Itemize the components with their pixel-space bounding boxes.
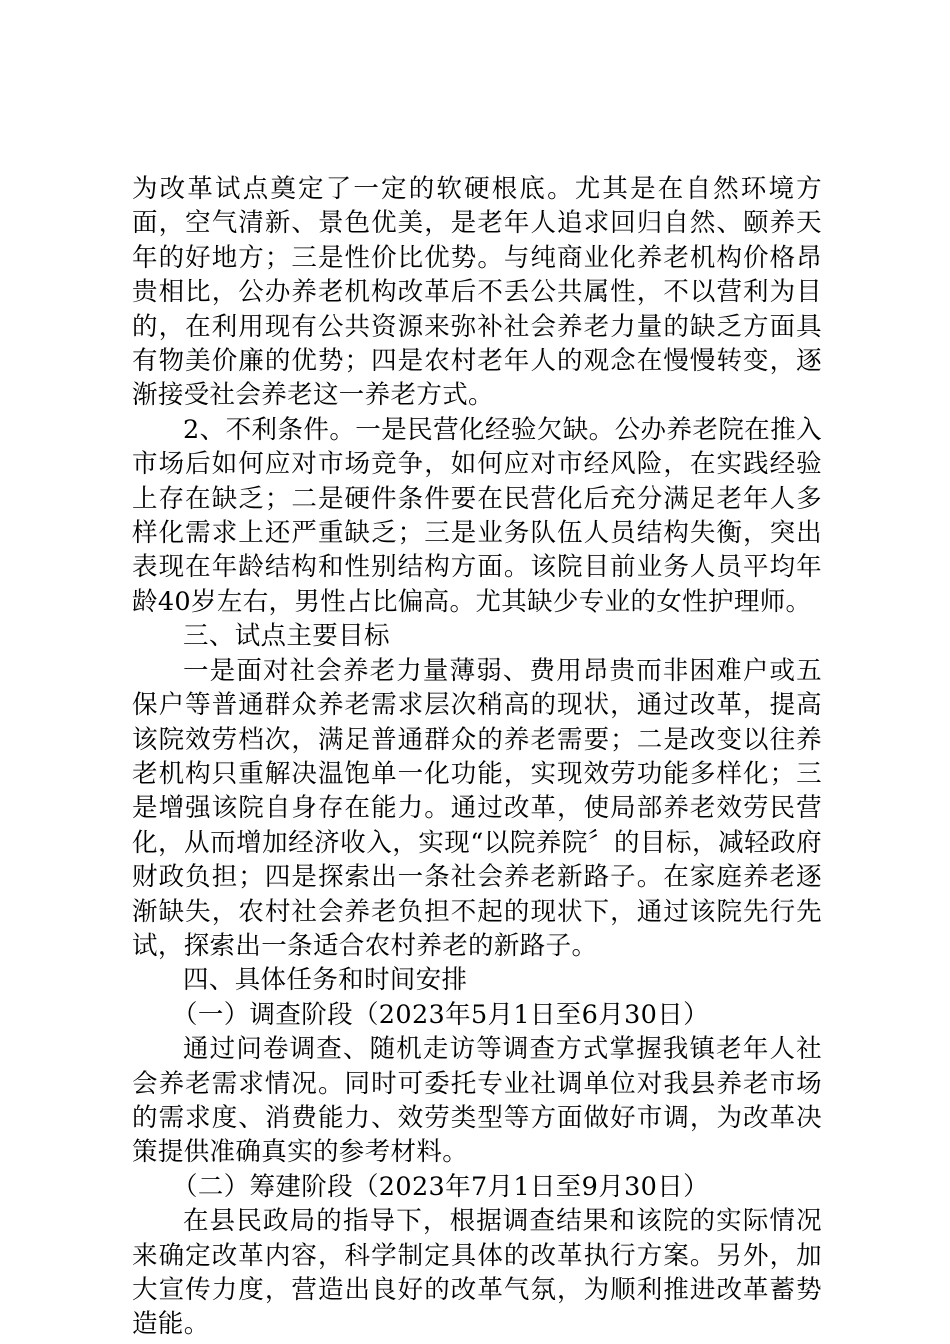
section-heading-pilot-goals: 三、试点主要目标	[183, 621, 390, 652]
paragraph-pilot-goals: 一是面对社会养老力量薄弱、费用昂贵而非困难户或五保户等普通群众养老需求层次稍高的现状，通过改革，提高该院效劳档次，满足普通群众的养老需要；二是改变以往养老机构只重解决温饱单一化功能，实现效劳功能多样化；三是增强该院自身存在能力。通过改革，使局部养老效劳民营化，从而增加经济收入，实现“以院养院〞的目标，减轻政府财政负担；四是探索出一条社会养老新路子。在家庭养老逐渐缺失，农村社会养老负担不起的现状下，通过该院先行先试，探索出一条适合农村养老的新路子。	[132, 655, 822, 961]
section-heading-tasks-schedule: 四、具体任务和时间安排	[183, 965, 468, 996]
paragraph-survey-phase: 通过问卷调查、随机走访等调查方式掌握我镇老年人社会养老需求情况。同时可委托专业社调单位对我县养老市场的需求度、消费能力、效劳类型等方面做好市调，为改革决策提供准确真实的参考材料。	[132, 1034, 822, 1168]
subheading-preparation-phase: （二）筹建阶段（2023年7月1日至9月30日）	[172, 1171, 709, 1202]
document-body	[132, 172, 822, 1342]
paragraph-unfavorable-conditions: 2、不利条件。一是民营化经验欠缺。公办养老院在推入市场后如何应对市场竞争，如何应对市经风险，在实践经验上存在缺乏；二是硬件条件要在民营化后充分满足老年人多样化需求上还严重缺乏；三是业务队伍人员结构失衡，突出表现在年龄结构和性别结构方面。该院目前业务人员平均年龄40岁左右，男性占比偏高。尤其缺少专业的女性护理师。	[132, 414, 822, 617]
paragraph-preparation-phase: 在县民政局的指导下，根据调查结果和该院的实际情况来确定改革内容，科学制定具体的改革执行方案。另外，加大宣传力度，营造出良好的改革气氛，为顺利推进改革蓄势造能。	[132, 1206, 822, 1340]
subheading-survey-phase: （一）调查阶段（2023年5月1日至6月30日）	[172, 999, 709, 1030]
paragraph-advantages-continued: 为改革试点奠定了一定的软硬根底。尤其是在自然环境方面，空气清新、景色优美，是老年人追求回归自然、颐养天年的好地方；三是性价比优势。与纯商业化养老机构价格昂贵相比，公办养老机构改革后不丢公共属性，不以营利为目的，在利用现有公共资源来弥补社会养老力量的缺乏方面具有物美价廉的优势；四是农村老年人的观念在慢慢转变，逐渐接受社会养老这一养老方式。	[132, 174, 822, 411]
